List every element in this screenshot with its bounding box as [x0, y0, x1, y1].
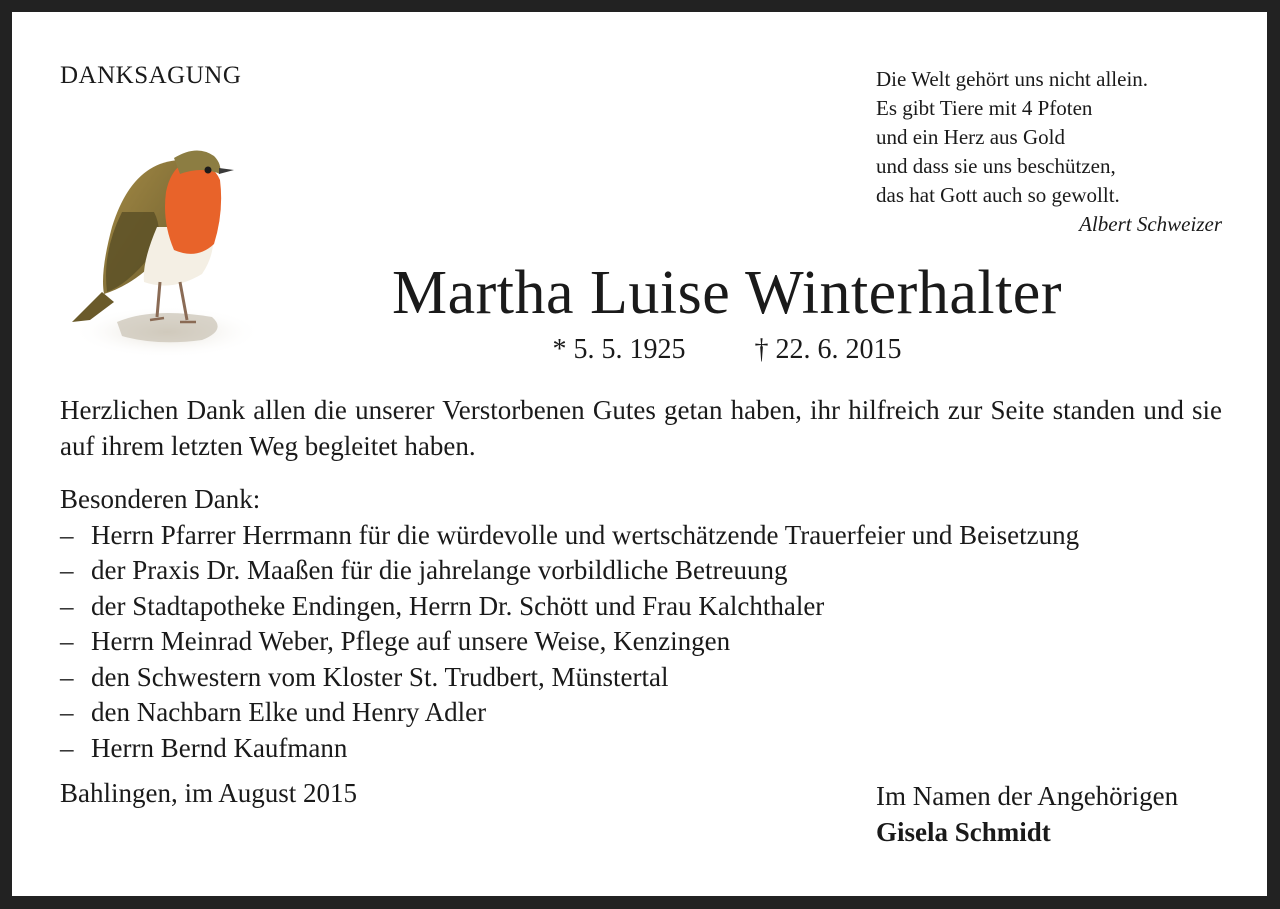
list-item: – Herrn Pfarrer Herrmann für die würdevolle und wertschätzende Trauerfeier und Beisetzung — [60, 518, 1230, 554]
list-item: – den Nachbarn Elke und Henry Adler — [60, 695, 1230, 731]
signer-name: Gisela Schmidt — [876, 817, 1051, 847]
heading-danksagung: DANKSAGUNG — [60, 62, 242, 89]
special-thanks-title: Besonderen Dank: — [60, 484, 261, 514]
obituary-card — [12, 12, 1267, 896]
quote-line: und ein Herz aus Gold — [876, 125, 1065, 149]
quote-line: und dass sie uns beschützen, — [876, 154, 1116, 178]
death-date: † 22. 6. 2015 — [754, 334, 902, 365]
deceased-name: Martha Luise Winterhalter — [392, 259, 1062, 327]
dash-bullet: – — [60, 661, 74, 692]
robin-bird-illustration — [62, 132, 262, 362]
quote-block — [876, 65, 1222, 239]
bird-beak — [219, 168, 234, 174]
special-thanks-section — [60, 482, 1230, 766]
list-item: – der Praxis Dr. Maaßen für die jahrelange vorbildliche Betreuung — [60, 553, 1230, 589]
signature-block — [876, 778, 1178, 850]
bird-breast — [165, 163, 221, 254]
dash-bullet: – — [60, 519, 74, 550]
life-dates — [262, 334, 1192, 366]
dash-bullet: – — [60, 697, 74, 727]
dash-bullet: – — [60, 590, 74, 621]
quote-line: Es gibt Tiere mit 4 Pfoten — [876, 96, 1093, 120]
list-item: – der Stadtapotheke Endingen, Herrn Dr. Schött und Frau Kalchthaler — [60, 589, 1230, 625]
list-item: – Herrn Bernd Kaufmann — [60, 731, 1230, 767]
perch-stone — [117, 313, 218, 342]
bird-eye — [205, 167, 212, 174]
list-item: – Herrn Meinrad Weber, Pflege auf unsere Weise, Kenzingen — [60, 624, 1230, 660]
dash-bullet: – — [60, 555, 74, 585]
on-behalf-text: Im Namen der Angehörigen — [876, 781, 1179, 811]
list-item: – den Schwestern vom Kloster St. Trudbert, Münstertal — [60, 660, 1230, 696]
special-thanks-list — [60, 518, 1230, 767]
quote-author: Albert Schweizer — [1079, 212, 1222, 236]
dash-bullet: – — [60, 626, 74, 656]
quote-line: Die Welt gehört uns nicht allein. — [876, 67, 1149, 91]
quote-line: das hat Gott auch so gewollt. — [876, 183, 1120, 207]
thanks-paragraph: Herzlichen Dank allen die unserer Verstorbenen Gutes getan haben, ihr hilfreich zur Seite standen und sie auf ihrem letzten Weg begleitet haben. — [60, 395, 1222, 461]
dash-bullet: – — [60, 732, 74, 763]
birth-date: * 5. 5. 1925 — [552, 334, 686, 365]
place-and-date: Bahlingen, im August 2015 — [60, 778, 357, 808]
